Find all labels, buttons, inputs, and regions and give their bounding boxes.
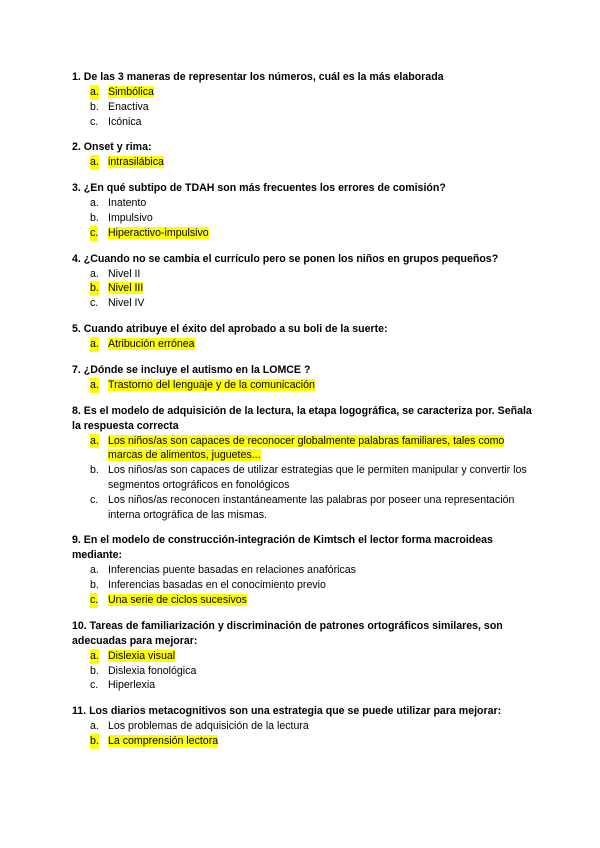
option-letter: a. bbox=[90, 564, 99, 577]
option-text: Hiperactivo-impulsivo bbox=[108, 226, 209, 239]
answer-options bbox=[72, 649, 532, 693]
answer-option-highlighted bbox=[90, 593, 532, 608]
option-text: Hiperlexia bbox=[108, 679, 156, 692]
answer-option bbox=[90, 211, 532, 226]
option-letter: b. bbox=[90, 464, 99, 477]
question-title: 10. Tareas de familiarización y discriminación de patrones ortográficos similares, son adecuadas para mejorar: bbox=[72, 619, 503, 647]
option-letter: b. bbox=[90, 211, 99, 224]
option-text: Trastorno del lenguaje y de la comunicación bbox=[108, 378, 315, 391]
question-title: 5. Cuando atribuye el éxito del aprobado a su boli de la suerte: bbox=[72, 322, 388, 335]
option-letter: a. bbox=[90, 434, 99, 447]
answer-options bbox=[72, 155, 532, 170]
option-text: Inferencias basadas en el conocimiento previo bbox=[108, 579, 326, 592]
answer-option-highlighted bbox=[90, 434, 532, 464]
answer-option-highlighted bbox=[90, 281, 532, 296]
answer-options bbox=[72, 719, 532, 749]
option-letter: c. bbox=[90, 115, 99, 128]
answer-option bbox=[90, 493, 532, 523]
question-block bbox=[72, 404, 532, 523]
option-text: Los niños/as reconocen instantáneamente las palabras por poseer una representación interna ortográfica de las mismas. bbox=[108, 493, 515, 521]
option-text: Dislexia visual bbox=[108, 649, 176, 662]
answer-option bbox=[90, 563, 532, 578]
option-text: Nivel III bbox=[108, 282, 144, 295]
answer-option-highlighted bbox=[90, 378, 532, 393]
question-title: 1. De las 3 maneras de representar los números, cuál es la más elaborada bbox=[72, 71, 444, 83]
answer-option-highlighted bbox=[90, 155, 532, 170]
option-letter: a. bbox=[90, 86, 99, 98]
option-letter: a. bbox=[90, 267, 99, 280]
option-letter: c. bbox=[90, 493, 99, 506]
option-text: La comprensión lectora bbox=[108, 734, 219, 747]
question-block bbox=[72, 140, 532, 170]
option-letter: c. bbox=[90, 297, 99, 310]
answer-options bbox=[72, 378, 532, 393]
answer-option bbox=[90, 267, 532, 282]
question-block bbox=[72, 70, 532, 129]
answer-options bbox=[72, 85, 532, 129]
answer-option-highlighted bbox=[90, 337, 532, 352]
answer-options bbox=[72, 267, 532, 311]
option-text: intrasilábica bbox=[108, 156, 164, 169]
answer-option bbox=[90, 678, 532, 693]
option-letter: b. bbox=[90, 664, 99, 677]
answer-options bbox=[72, 196, 532, 240]
option-letter: b. bbox=[90, 100, 99, 113]
option-letter: a. bbox=[90, 378, 99, 391]
option-text: Los niños/as son capaces de utilizar estrategias que le permiten manipular y convertir los segmentos ortográficos en fonológicos bbox=[108, 464, 527, 491]
answer-option-highlighted bbox=[90, 734, 532, 749]
answer-option bbox=[90, 196, 532, 211]
question-block bbox=[72, 363, 532, 393]
question-block bbox=[72, 322, 532, 352]
option-letter: b. bbox=[90, 734, 99, 747]
question-block bbox=[72, 533, 532, 607]
option-text: Nivel IV bbox=[108, 297, 145, 310]
option-text: Atribución errónea bbox=[108, 337, 195, 350]
option-text: Una serie de ciclos sucesivos bbox=[108, 593, 247, 606]
option-letter: b. bbox=[90, 282, 99, 295]
option-text: Inatento bbox=[108, 197, 147, 210]
option-text: Impulsivo bbox=[108, 211, 153, 224]
answer-options bbox=[72, 563, 532, 607]
option-letter: a. bbox=[90, 197, 99, 210]
question-block bbox=[72, 619, 532, 693]
option-text: Enactiva bbox=[108, 100, 149, 113]
option-text: Dislexia fonológica bbox=[108, 664, 197, 677]
answer-option bbox=[90, 664, 532, 679]
answer-options bbox=[72, 434, 532, 523]
answer-option-highlighted bbox=[90, 85, 532, 100]
option-text: Los niños/as son capaces de reconocer globalmente palabras familiares, tales como marcas de alimentos, juguetes... bbox=[108, 434, 505, 462]
question-title: 11. Los diarios metacognitivos son una estrategia que se puede utilizar para mejorar: bbox=[72, 705, 502, 718]
option-letter: a. bbox=[90, 720, 99, 733]
option-text: Simbólica bbox=[108, 86, 154, 98]
option-letter: c. bbox=[90, 679, 99, 692]
option-text: Los problemas de adquisición de la lectura bbox=[108, 720, 309, 733]
answer-option bbox=[90, 463, 532, 493]
option-text: Nivel II bbox=[108, 267, 141, 280]
option-letter: a. bbox=[90, 649, 99, 662]
question-block bbox=[72, 181, 532, 240]
question-title: 7. ¿Dónde se incluye el autismo en la LOMCE ? bbox=[72, 363, 311, 376]
question-title: 2. Onset y rima: bbox=[72, 141, 152, 154]
option-letter: c. bbox=[90, 593, 99, 606]
question-block bbox=[72, 252, 532, 311]
answer-option-highlighted bbox=[90, 226, 532, 241]
answer-option bbox=[90, 719, 532, 734]
answer-option bbox=[90, 100, 532, 115]
option-letter: c. bbox=[90, 226, 99, 239]
option-letter: a. bbox=[90, 337, 99, 350]
option-letter: a. bbox=[90, 156, 99, 169]
question-title: 8. Es el modelo de adquisición de la lectura, la etapa logográfica, se caracteriza por. Señala la respuesta correcta bbox=[72, 404, 532, 432]
question-title: 9. En el modelo de construcción-integración de Kimtsch el lector forma macroideas mediante: bbox=[72, 534, 493, 562]
question-list bbox=[72, 70, 532, 760]
option-text: Inferencias puente basadas en relaciones anafóricas bbox=[108, 564, 356, 577]
answer-option bbox=[90, 115, 532, 130]
answer-option bbox=[90, 296, 532, 311]
option-text: Icónica bbox=[108, 115, 142, 128]
question-title: 4. ¿Cuando no se cambia el currículo pero se ponen los niños en grupos pequeños? bbox=[72, 252, 499, 265]
answer-option-highlighted bbox=[90, 649, 532, 664]
option-letter: b. bbox=[90, 579, 99, 592]
question-block bbox=[72, 704, 532, 749]
question-title: 3. ¿En qué subtipo de TDAH son más frecuentes los errores de comisión? bbox=[72, 182, 446, 195]
answer-option bbox=[90, 578, 532, 593]
answer-options bbox=[72, 337, 532, 352]
